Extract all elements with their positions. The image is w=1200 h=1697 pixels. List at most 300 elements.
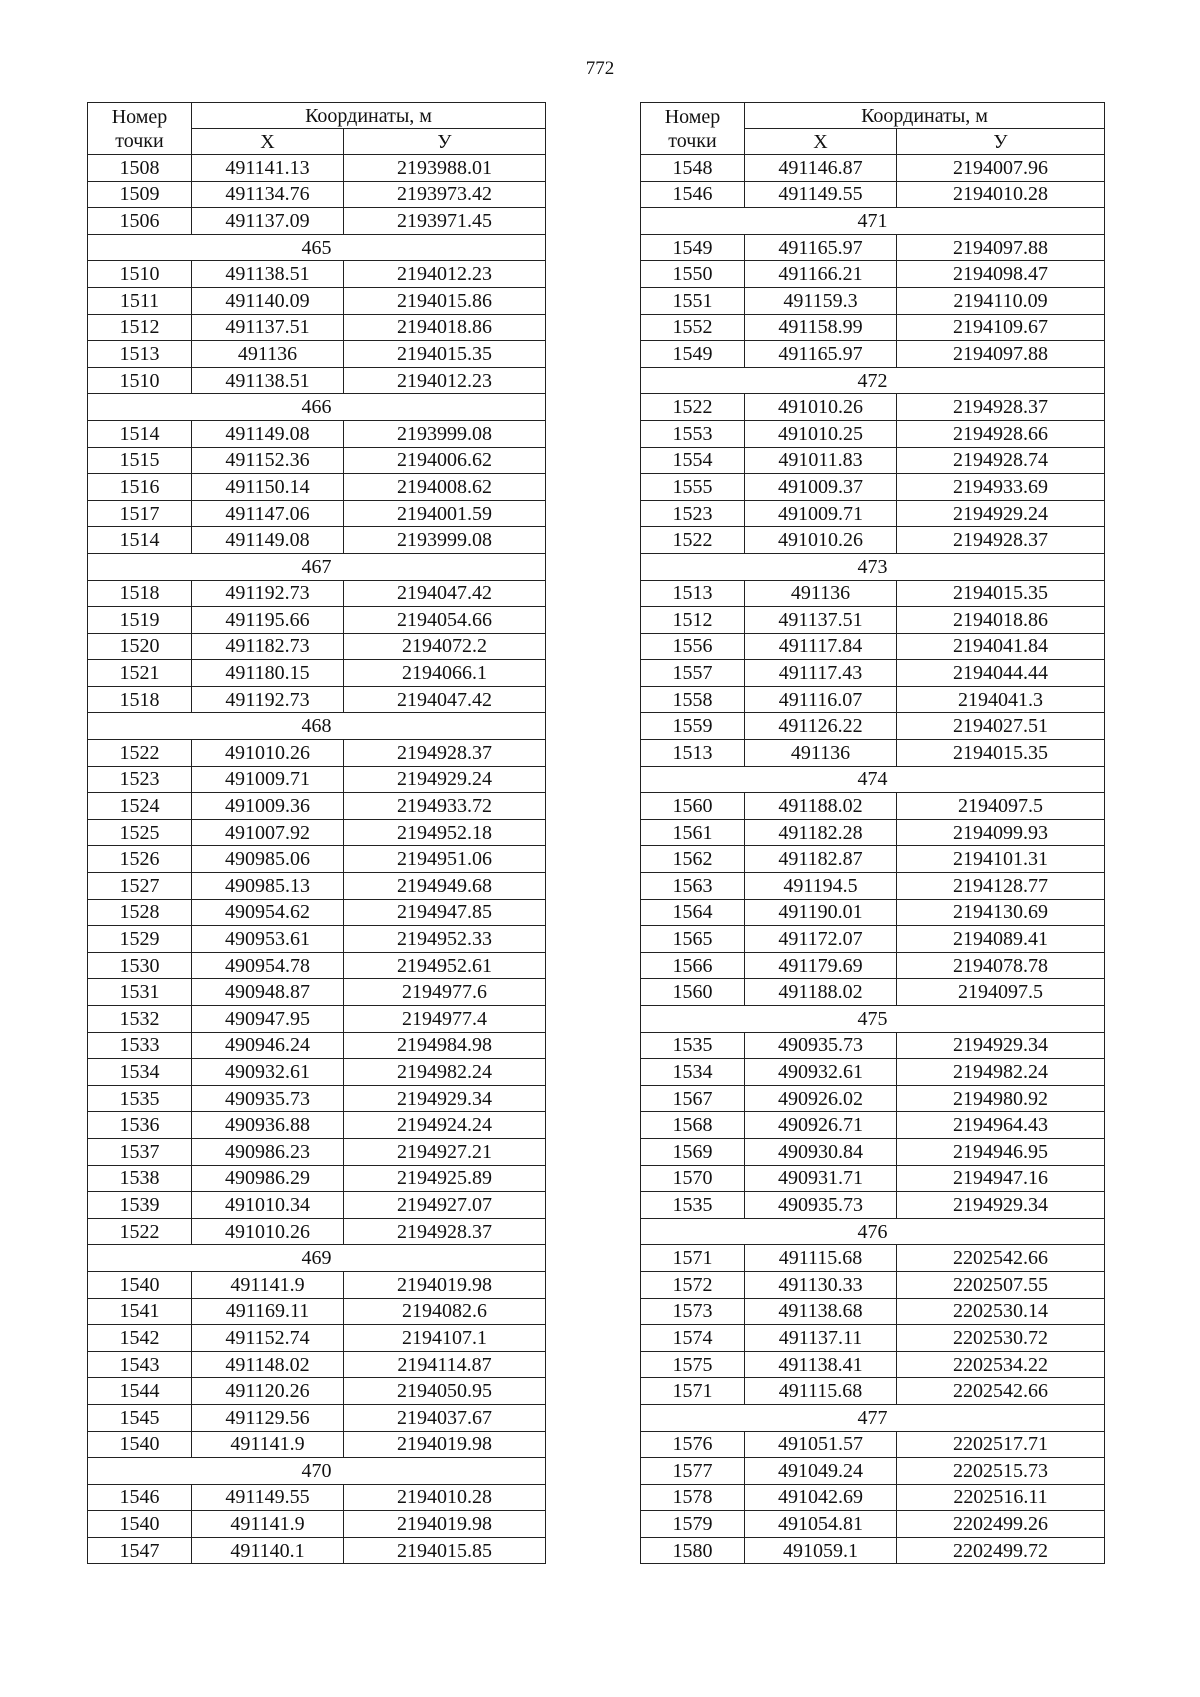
y-coordinate-cell: 2194097.5 [897, 979, 1105, 1006]
table-row [88, 686, 546, 713]
x-coordinate-cell: 490926.71 [745, 1112, 897, 1139]
section-number: 465 [88, 234, 546, 261]
x-coordinate-cell: 491152.74 [192, 1325, 344, 1352]
point-number-cell: 1558 [641, 686, 745, 713]
y-header: У [897, 129, 1105, 155]
x-coordinate-cell: 491150.14 [192, 474, 344, 501]
y-coordinate-cell: 2194929.24 [344, 766, 546, 793]
section-number: 476 [641, 1218, 1105, 1245]
table-row [88, 580, 546, 607]
point-number-cell: 1547 [88, 1537, 192, 1564]
x-coordinate-cell: 491051.57 [745, 1431, 897, 1458]
table-row [88, 846, 546, 873]
y-coordinate-cell: 2202534.22 [897, 1351, 1105, 1378]
y-coordinate-cell: 2194927.21 [344, 1138, 546, 1165]
table-row [88, 314, 546, 341]
table-row [641, 846, 1105, 873]
x-coordinate-cell: 491188.02 [745, 793, 897, 820]
y-coordinate-cell: 2194928.37 [344, 740, 546, 767]
x-coordinate-cell: 491149.55 [745, 181, 897, 208]
x-coordinate-cell: 491059.1 [745, 1537, 897, 1564]
y-coordinate-cell: 2194099.93 [897, 819, 1105, 846]
y-coordinate-cell: 2202530.14 [897, 1298, 1105, 1325]
x-coordinate-cell: 491010.25 [745, 420, 897, 447]
point-number-cell: 1522 [88, 1218, 192, 1245]
section-number: 467 [88, 553, 546, 580]
point-number-cell: 1523 [641, 500, 745, 527]
x-coordinate-cell: 491009.71 [192, 766, 344, 793]
y-coordinate-cell: 2193999.08 [344, 420, 546, 447]
x-coordinate-cell: 490986.23 [192, 1138, 344, 1165]
x-coordinate-cell: 491009.71 [745, 500, 897, 527]
x-coordinate-cell: 491179.69 [745, 952, 897, 979]
header-row [641, 103, 1105, 129]
table-row [641, 394, 1105, 421]
x-coordinate-cell: 491192.73 [192, 686, 344, 713]
section-row [88, 553, 546, 580]
x-coordinate-cell: 491182.87 [745, 846, 897, 873]
section-number: 468 [88, 713, 546, 740]
y-coordinate-cell: 2202516.11 [897, 1484, 1105, 1511]
table-row [641, 474, 1105, 501]
point-number-cell: 1534 [88, 1059, 192, 1086]
y-coordinate-cell: 2194929.34 [897, 1192, 1105, 1219]
table-row [88, 633, 546, 660]
x-coordinate-cell: 491115.68 [745, 1378, 897, 1405]
table-row [88, 1138, 546, 1165]
x-coordinate-cell: 490935.73 [745, 1032, 897, 1059]
point-number-cell: 1510 [88, 261, 192, 288]
section-row [641, 1404, 1105, 1431]
x-coordinate-cell: 490935.73 [745, 1192, 897, 1219]
x-coordinate-cell: 490986.29 [192, 1165, 344, 1192]
x-coordinate-cell: 491138.41 [745, 1351, 897, 1378]
point-number-cell: 1531 [88, 979, 192, 1006]
point-number-cell: 1508 [88, 155, 192, 182]
section-number: 477 [641, 1404, 1105, 1431]
table-row [641, 287, 1105, 314]
y-coordinate-cell: 2194952.61 [344, 952, 546, 979]
y-coordinate-cell: 2194066.1 [344, 660, 546, 687]
point-number-cell: 1541 [88, 1298, 192, 1325]
x-coordinate-cell: 491115.68 [745, 1245, 897, 1272]
table-row [88, 979, 546, 1006]
y-coordinate-cell: 2194041.84 [897, 633, 1105, 660]
y-coordinate-cell: 2194072.2 [344, 633, 546, 660]
table-row [641, 1165, 1105, 1192]
x-coordinate-cell: 491188.02 [745, 979, 897, 1006]
point-number-cell: 1540 [88, 1271, 192, 1298]
y-coordinate-cell: 2202542.66 [897, 1245, 1105, 1272]
point-number-cell: 1527 [88, 873, 192, 900]
table-row [641, 1484, 1105, 1511]
table-row [641, 899, 1105, 926]
y-coordinate-cell: 2194019.98 [344, 1431, 546, 1458]
table-row [88, 1484, 546, 1511]
section-row [88, 394, 546, 421]
table-row [88, 1085, 546, 1112]
point-number-cell: 1515 [88, 447, 192, 474]
y-coordinate-cell: 2194008.62 [344, 474, 546, 501]
page-number: 772 [585, 58, 615, 79]
point-number-cell: 1570 [641, 1165, 745, 1192]
x-coordinate-cell: 491129.56 [192, 1404, 344, 1431]
table-row [88, 1218, 546, 1245]
table-row [88, 1325, 546, 1352]
x-coordinate-cell: 491042.69 [745, 1484, 897, 1511]
x-coordinate-cell: 491158.99 [745, 314, 897, 341]
point-number-cell: 1572 [641, 1271, 745, 1298]
table-row [641, 1032, 1105, 1059]
point-number-cell: 1549 [641, 341, 745, 368]
table-row [88, 1378, 546, 1405]
y-coordinate-cell: 2194928.37 [897, 394, 1105, 421]
section-number: 474 [641, 766, 1105, 793]
y-coordinate-cell: 2194012.23 [344, 261, 546, 288]
point-number-cell: 1565 [641, 926, 745, 953]
x-coordinate-cell: 491182.73 [192, 633, 344, 660]
x-coordinate-cell: 491138.51 [192, 261, 344, 288]
y-coordinate-cell: 2194947.16 [897, 1165, 1105, 1192]
point-number-cell: 1514 [88, 420, 192, 447]
y-coordinate-cell: 2194952.33 [344, 926, 546, 953]
x-coordinate-cell: 491116.07 [745, 686, 897, 713]
point-number-cell: 1537 [88, 1138, 192, 1165]
table-row [641, 1511, 1105, 1538]
point-number-cell: 1535 [88, 1085, 192, 1112]
table-row [641, 1458, 1105, 1485]
x-coordinate-cell: 491136 [192, 341, 344, 368]
table-row [641, 314, 1105, 341]
table-row [88, 1537, 546, 1564]
x-coordinate-cell: 491011.83 [745, 447, 897, 474]
y-coordinate-cell: 2194977.6 [344, 979, 546, 1006]
y-coordinate-cell: 2194018.86 [344, 314, 546, 341]
coordinates-header: Координаты, м [192, 103, 546, 129]
section-row [641, 1006, 1105, 1033]
y-coordinate-cell: 2194097.88 [897, 341, 1105, 368]
y-coordinate-cell: 2194928.74 [897, 447, 1105, 474]
y-coordinate-cell: 2194006.62 [344, 447, 546, 474]
section-number: 469 [88, 1245, 546, 1272]
table-row [641, 1192, 1105, 1219]
table-row [88, 447, 546, 474]
y-coordinate-cell: 2194109.67 [897, 314, 1105, 341]
y-coordinate-cell: 2194097.88 [897, 234, 1105, 261]
point-number-cell: 1553 [641, 420, 745, 447]
y-coordinate-cell: 2194110.09 [897, 287, 1105, 314]
x-coordinate-cell: 491141.9 [192, 1511, 344, 1538]
table-row [641, 607, 1105, 634]
table-row [641, 686, 1105, 713]
x-coordinate-cell: 490930.84 [745, 1138, 897, 1165]
y-coordinate-cell: 2194050.95 [344, 1378, 546, 1405]
table-row [88, 660, 546, 687]
x-coordinate-cell: 491010.34 [192, 1192, 344, 1219]
point-number-cell: 1535 [641, 1032, 745, 1059]
point-number-cell: 1571 [641, 1245, 745, 1272]
x-coordinate-cell: 491117.84 [745, 633, 897, 660]
y-header: У [344, 129, 546, 155]
point-number-cell: 1517 [88, 500, 192, 527]
x-coordinate-cell: 490985.06 [192, 846, 344, 873]
section-row [641, 208, 1105, 235]
x-coordinate-cell: 490926.02 [745, 1085, 897, 1112]
x-coordinate-cell: 491138.68 [745, 1298, 897, 1325]
y-coordinate-cell: 2194089.41 [897, 926, 1105, 953]
point-number-cell: 1522 [641, 394, 745, 421]
coordinates-table-right [640, 102, 1105, 1564]
point-number-cell: 1569 [641, 1138, 745, 1165]
y-coordinate-cell: 2194018.86 [897, 607, 1105, 634]
x-coordinate-cell: 491141.9 [192, 1431, 344, 1458]
point-number-cell: 1540 [88, 1511, 192, 1538]
table-row [88, 873, 546, 900]
table-row [641, 234, 1105, 261]
table-row [88, 952, 546, 979]
x-coordinate-cell: 491117.43 [745, 660, 897, 687]
y-coordinate-cell: 2194044.44 [897, 660, 1105, 687]
table-row [88, 1431, 546, 1458]
x-coordinate-cell: 491148.02 [192, 1351, 344, 1378]
point-number-cell: 1509 [88, 181, 192, 208]
y-coordinate-cell: 2202507.55 [897, 1271, 1105, 1298]
x-coordinate-cell: 491009.37 [745, 474, 897, 501]
point-number-cell: 1560 [641, 979, 745, 1006]
point-number-cell: 1512 [641, 607, 745, 634]
table-row [641, 1537, 1105, 1564]
table-row [88, 1351, 546, 1378]
y-coordinate-cell: 2194010.28 [344, 1484, 546, 1511]
y-coordinate-cell: 2194951.06 [344, 846, 546, 873]
x-coordinate-cell: 490954.78 [192, 952, 344, 979]
x-coordinate-cell: 491152.36 [192, 447, 344, 474]
coordinates-header: Координаты, м [745, 103, 1105, 129]
table-row [88, 1271, 546, 1298]
point-number-cell: 1519 [88, 607, 192, 634]
point-number-cell: 1576 [641, 1431, 745, 1458]
y-coordinate-cell: 2194924.24 [344, 1112, 546, 1139]
x-coordinate-cell: 491136 [745, 740, 897, 767]
x-coordinate-cell: 491182.28 [745, 819, 897, 846]
section-number: 473 [641, 553, 1105, 580]
y-coordinate-cell: 2194054.66 [344, 607, 546, 634]
table-row [641, 181, 1105, 208]
y-coordinate-cell: 2194949.68 [344, 873, 546, 900]
table-row [88, 1404, 546, 1431]
point-number-cell: 1560 [641, 793, 745, 820]
table-row [88, 420, 546, 447]
table-row [88, 899, 546, 926]
point-number-cell: 1535 [641, 1192, 745, 1219]
point-number-cell: 1522 [641, 527, 745, 554]
x-coordinate-cell: 490985.13 [192, 873, 344, 900]
table-row [88, 607, 546, 634]
y-coordinate-cell: 2194980.92 [897, 1085, 1105, 1112]
x-coordinate-cell: 491126.22 [745, 713, 897, 740]
x-coordinate-cell: 490935.73 [192, 1085, 344, 1112]
y-coordinate-cell: 2202515.73 [897, 1458, 1105, 1485]
point-number-cell: 1566 [641, 952, 745, 979]
x-coordinate-cell: 491010.26 [745, 527, 897, 554]
table-row [641, 527, 1105, 554]
y-coordinate-cell: 2202530.72 [897, 1325, 1105, 1352]
y-coordinate-cell: 2194927.07 [344, 1192, 546, 1219]
x-coordinate-cell: 491007.92 [192, 819, 344, 846]
x-coordinate-cell: 491172.07 [745, 926, 897, 953]
x-coordinate-cell: 491195.66 [192, 607, 344, 634]
point-number-cell: 1534 [641, 1059, 745, 1086]
y-coordinate-cell: 2194929.34 [344, 1085, 546, 1112]
table-row [641, 1085, 1105, 1112]
point-number-cell: 1526 [88, 846, 192, 873]
y-coordinate-cell: 2193971.45 [344, 208, 546, 235]
y-coordinate-cell: 2193999.08 [344, 527, 546, 554]
x-coordinate-cell: 491120.26 [192, 1378, 344, 1405]
point-number-cell: 1516 [88, 474, 192, 501]
point-number-cell: 1544 [88, 1378, 192, 1405]
x-coordinate-cell: 491194.5 [745, 873, 897, 900]
table-row [641, 500, 1105, 527]
point-number-cell: 1554 [641, 447, 745, 474]
point-number-cell: 1578 [641, 1484, 745, 1511]
x-coordinate-cell: 491137.11 [745, 1325, 897, 1352]
point-number-cell: 1513 [641, 740, 745, 767]
table-row [641, 1112, 1105, 1139]
x-coordinate-cell: 490946.24 [192, 1032, 344, 1059]
y-coordinate-cell: 2194928.37 [897, 527, 1105, 554]
y-coordinate-cell: 2194982.24 [344, 1059, 546, 1086]
table-row [88, 1192, 546, 1219]
x-coordinate-cell: 491130.33 [745, 1271, 897, 1298]
table-row [641, 580, 1105, 607]
y-coordinate-cell: 2194928.66 [897, 420, 1105, 447]
y-coordinate-cell: 2194107.1 [344, 1325, 546, 1352]
y-coordinate-cell: 2194082.6 [344, 1298, 546, 1325]
y-coordinate-cell: 2194010.28 [897, 181, 1105, 208]
y-coordinate-cell: 2194964.43 [897, 1112, 1105, 1139]
point-number-cell: 1506 [88, 208, 192, 235]
point-number-cell: 1525 [88, 819, 192, 846]
x-coordinate-cell: 491009.36 [192, 793, 344, 820]
point-number-cell: 1545 [88, 1404, 192, 1431]
table-row [641, 1298, 1105, 1325]
x-coordinate-cell: 491159.3 [745, 287, 897, 314]
table-row [641, 1245, 1105, 1272]
point-number-cell: 1518 [88, 580, 192, 607]
y-coordinate-cell: 2194019.98 [344, 1271, 546, 1298]
section-row [88, 1245, 546, 1272]
x-coordinate-cell: 491054.81 [745, 1511, 897, 1538]
header-row [88, 103, 546, 129]
section-row [641, 367, 1105, 394]
x-coordinate-cell: 491010.26 [192, 1218, 344, 1245]
table-row [641, 341, 1105, 368]
point-number-cell: 1577 [641, 1458, 745, 1485]
table-row [641, 1378, 1105, 1405]
x-coordinate-cell: 490932.61 [745, 1059, 897, 1086]
point-number-cell: 1533 [88, 1032, 192, 1059]
x-coordinate-cell: 491147.06 [192, 500, 344, 527]
section-row [641, 1218, 1105, 1245]
y-coordinate-cell: 2194977.4 [344, 1006, 546, 1033]
y-coordinate-cell: 2194128.77 [897, 873, 1105, 900]
y-coordinate-cell: 2194037.67 [344, 1404, 546, 1431]
table-row [88, 341, 546, 368]
y-coordinate-cell: 2194078.78 [897, 952, 1105, 979]
point-number-cell: 1573 [641, 1298, 745, 1325]
y-coordinate-cell: 2202542.66 [897, 1378, 1105, 1405]
y-coordinate-cell: 2194007.96 [897, 155, 1105, 182]
point-number-cell: 1512 [88, 314, 192, 341]
x-coordinate-cell: 491149.08 [192, 527, 344, 554]
x-coordinate-cell: 490948.87 [192, 979, 344, 1006]
table-row [641, 1325, 1105, 1352]
point-number-cell: 1561 [641, 819, 745, 846]
point-number-cell: 1556 [641, 633, 745, 660]
x-coordinate-cell: 491010.26 [192, 740, 344, 767]
table-row [88, 208, 546, 235]
section-row [641, 766, 1105, 793]
section-number: 471 [641, 208, 1105, 235]
point-number-cell: 1521 [88, 660, 192, 687]
table-row [88, 474, 546, 501]
table-row [641, 447, 1105, 474]
table-row [88, 793, 546, 820]
table-row [641, 261, 1105, 288]
y-coordinate-cell: 2194929.34 [897, 1032, 1105, 1059]
table-body [641, 103, 1105, 1564]
table-row [88, 527, 546, 554]
x-coordinate-cell: 490953.61 [192, 926, 344, 953]
x-coordinate-cell: 491049.24 [745, 1458, 897, 1485]
point-number-cell: 1546 [641, 181, 745, 208]
table-row [88, 287, 546, 314]
x-coordinate-cell: 491192.73 [192, 580, 344, 607]
table-row [641, 873, 1105, 900]
point-number-cell: 1523 [88, 766, 192, 793]
y-coordinate-cell: 2194012.23 [344, 367, 546, 394]
point-number-cell: 1546 [88, 1484, 192, 1511]
section-row [88, 713, 546, 740]
point-number-cell: 1528 [88, 899, 192, 926]
y-coordinate-cell: 2194130.69 [897, 899, 1105, 926]
point-number-cell: 1532 [88, 1006, 192, 1033]
point-number-cell: 1513 [641, 580, 745, 607]
table-row [88, 155, 546, 182]
x-coordinate-cell: 491165.97 [745, 234, 897, 261]
x-coordinate-cell: 491146.87 [745, 155, 897, 182]
x-coordinate-cell: 491166.21 [745, 261, 897, 288]
y-coordinate-cell: 2194101.31 [897, 846, 1105, 873]
table-row [641, 819, 1105, 846]
point-number-cell: 1513 [88, 341, 192, 368]
y-coordinate-cell: 2194952.18 [344, 819, 546, 846]
x-coordinate-cell: 490936.88 [192, 1112, 344, 1139]
table-row [641, 952, 1105, 979]
table-row [641, 979, 1105, 1006]
point-number-cell: 1518 [88, 686, 192, 713]
point-number-cell: 1567 [641, 1085, 745, 1112]
table-row [88, 181, 546, 208]
table-row [641, 420, 1105, 447]
y-coordinate-cell: 2194041.3 [897, 686, 1105, 713]
table-row [88, 1298, 546, 1325]
point-number-header-line1: Номер [111, 105, 168, 128]
y-coordinate-cell: 2194098.47 [897, 261, 1105, 288]
table-row [88, 1059, 546, 1086]
point-number-cell: 1522 [88, 740, 192, 767]
